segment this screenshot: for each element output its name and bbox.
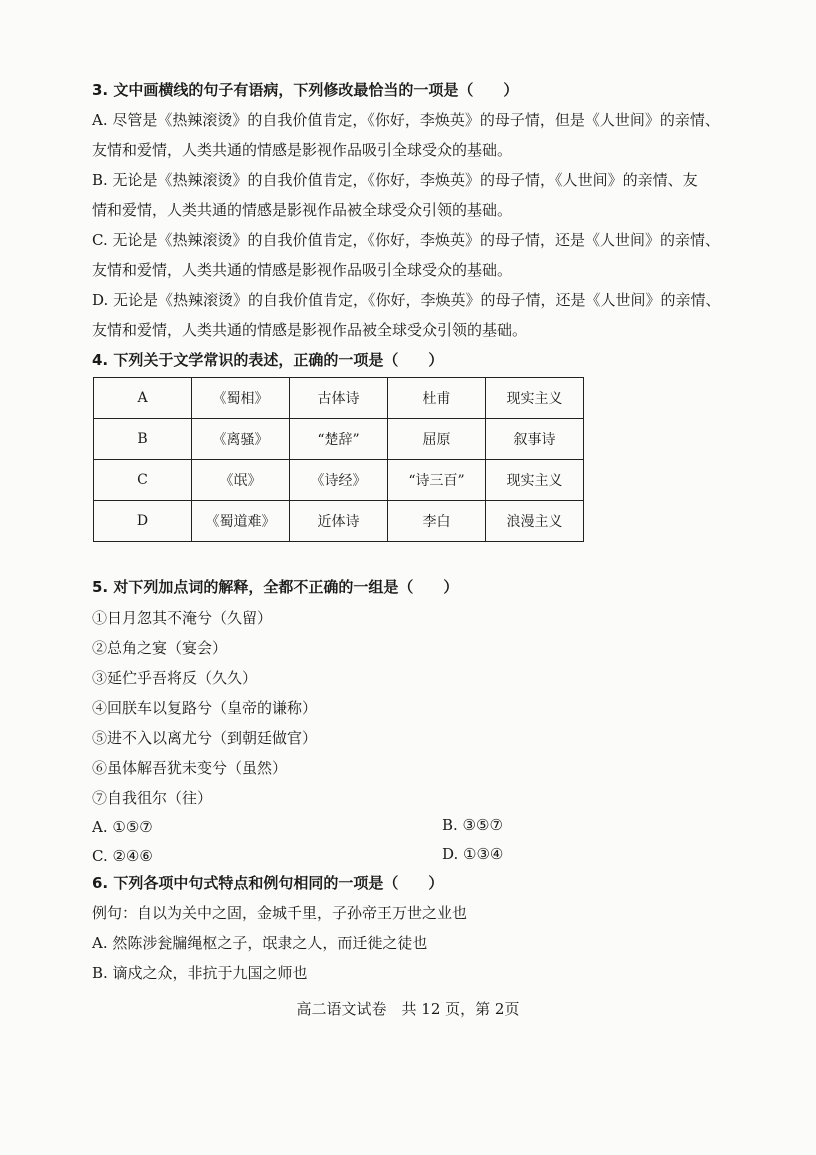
table-cell: B [94, 419, 192, 460]
q5-stem: 5. 对下列加点词的解释，全都不正确的一组是（ ） [92, 578, 459, 596]
table-cell: 《蜀相》 [192, 378, 290, 419]
q3-option-a-line1: A. 尽管是《热辣滚烫》的自我价值肯定，《你好，李焕英》的母子情，但是《人世间》的亲情、 [92, 111, 720, 129]
table-cell: 《蜀道难》 [192, 501, 290, 542]
q5-option-a: A. ①⑤⑦ [92, 818, 153, 836]
q6-example: 例句：自以为关中之固，金城千里，子孙帝王万世之业也 [92, 904, 468, 922]
q4-stem: 4. 下列关于文学常识的表述，正确的一项是（ ） [92, 351, 444, 369]
table-cell: 浪漫主义 [486, 501, 584, 542]
table-cell: 叙事诗 [486, 419, 584, 460]
table-cell: “诗三百” [388, 460, 486, 501]
table-row [94, 501, 584, 542]
q3-option-c-line2: 友情和爱情，人类共通的情感是影视作品吸引全球受众的基础。 [92, 261, 513, 279]
table-cell: 古体诗 [290, 378, 388, 419]
table-row [94, 419, 584, 460]
table-cell: C [94, 460, 192, 501]
table-cell: 现实主义 [486, 378, 584, 419]
table-cell: 《离骚》 [192, 419, 290, 460]
q3-option-d-line1: D. 无论是《热辣滚烫》的自我价值肯定，《你好，李焕英》的母子情，还是《人世间》的亲情、 [92, 291, 721, 309]
q3-stem: 3. 文中画横线的句子有语病，下列修改最恰当的一项是（ ） [92, 81, 519, 99]
table-cell: A [94, 378, 192, 419]
q5-option-c: C. ②④⑥ [92, 847, 153, 865]
q5-item-7: ⑦自我徂尔（往） [92, 789, 213, 807]
q6-option-a: A. 然陈涉瓮牖绳枢之子，氓隶之人，而迁徙之徒也 [92, 934, 428, 952]
literature-table [93, 377, 584, 542]
q3-option-a-line2: 友情和爱情，人类共通的情感是影视作品吸引全球受众的基础。 [92, 141, 513, 159]
table-cell: 《氓》 [192, 460, 290, 501]
table-cell: D [94, 501, 192, 542]
table-cell: 近体诗 [290, 501, 388, 542]
q5-item-4: ④回朕车以复路兮（皇帝的谦称） [92, 699, 318, 717]
table-cell: 屈原 [388, 419, 486, 460]
q3-option-c-line1: C. 无论是《热辣滚烫》的自我价值肯定，《你好，李焕英》的母子情，还是《人世间》的亲情、 [92, 231, 720, 249]
table-cell: 现实主义 [486, 460, 584, 501]
q3-option-b-line1: B. 无论是《热辣滚烫》的自我价值肯定，《你好，李焕英》的母子情，《人世间》的亲情、友 [92, 171, 698, 189]
q5-item-6: ⑥虽体解吾犹未变兮（虽然） [92, 759, 288, 777]
table-cell: 杜甫 [388, 378, 486, 419]
q3-option-d-line2: 友情和爱情，人类共通的情感是影视作品被全球受众引领的基础。 [92, 321, 528, 339]
table-row [94, 460, 584, 501]
q5-item-5: ⑤进不入以离尤兮（到朝廷做官） [92, 729, 318, 747]
q5-item-3: ③延伫乎吾将反（久久） [92, 669, 258, 687]
q5-item-2: ②总角之宴（宴会） [92, 639, 228, 657]
q6-stem: 6. 下列各项中句式特点和例句相同的一项是（ ） [92, 874, 444, 892]
table-cell: 《诗经》 [290, 460, 388, 501]
table-cell: “楚辞” [290, 419, 388, 460]
table-cell: 李白 [388, 501, 486, 542]
table-row [94, 378, 584, 419]
q5-item-1: ①日月忽其不淹兮（久留） [92, 609, 273, 627]
q5-option-b: B. ③⑤⑦ [442, 816, 503, 834]
q3-option-b-line2: 情和爱情，人类共通的情感是影视作品被全球受众引领的基础。 [92, 201, 513, 219]
q6-option-b: B. 谪戍之众，非抗于九国之师也 [92, 964, 308, 982]
q5-option-d: D. ①③④ [442, 845, 504, 863]
page-footer: 高二语文试卷 共 12 页，第 2页 [296, 1000, 520, 1018]
